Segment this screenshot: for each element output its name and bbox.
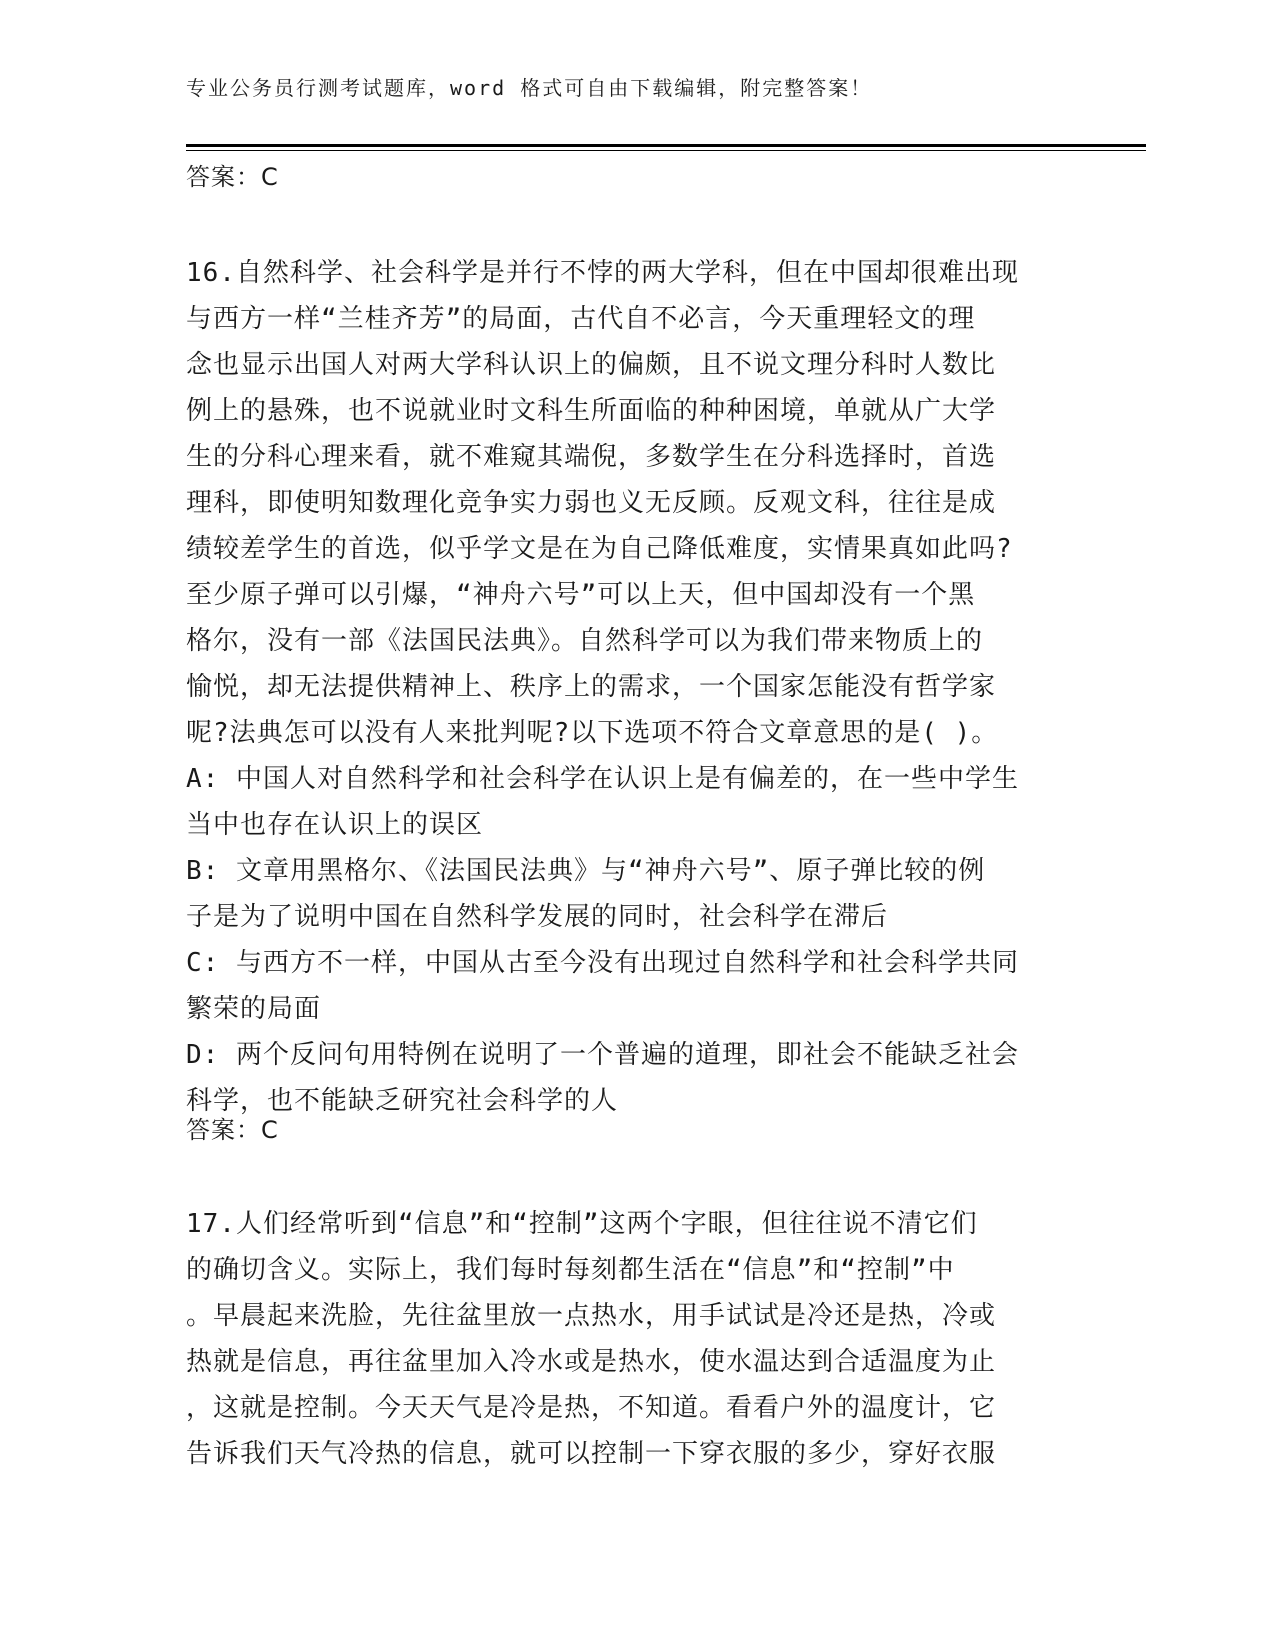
option-d-line: D: 两个反问句用特例在说明了一个普遍的道理，即社会不能缺乏社会 <box>186 1040 1019 1070</box>
option-a-line: 当中也存在认识上的误区 <box>186 810 484 840</box>
question-16-line: 理科，即使明知数理化竞争实力弱也义无反顾。反观文科，往往是成 <box>186 488 997 518</box>
answer-previous-question: 答案：C <box>186 163 279 191</box>
question-17-line: 告诉我们天气冷热的信息，就可以控制一下穿衣服的多少，穿好衣服 <box>186 1439 997 1469</box>
option-b-line: 子是为了说明中国在自然科学发展的同时，社会科学在滞后 <box>186 902 889 932</box>
question-17-line: 17.人们经常听到“信息”和“控制”这两个字眼，但往往说不清它们 <box>186 1209 978 1239</box>
question-16-line: 绩较差学生的首选，似乎学文是在为自己降低难度，实情果真如此吗? <box>186 534 1013 564</box>
header-rule-thick <box>186 144 1146 147</box>
option-b-line: B: 文章用黑格尔、《法国民法典》与“神舟六号”、原子弹比较的例 <box>186 856 986 886</box>
question-16-line: 念也显示出国人对两大学科认识上的偏颇，且不说文理分科时人数比 <box>186 350 997 380</box>
question-17 <box>186 1201 1076 1477</box>
question-16-line: 生的分科心理来看，就不难窥其端倪，多数学生在分科选择时，首选 <box>186 442 997 472</box>
question-16-line: 至少原子弹可以引爆，“神舟六号”可以上天，但中国却没有一个黑 <box>186 580 976 610</box>
answer-question-16: 答案：C <box>186 1116 279 1144</box>
page-header-note: 专业公务员行测考试题库，word 格式可自由下载编辑，附完整答案！ <box>186 76 873 100</box>
option-a-line: A: 中国人对自然科学和社会科学在认识上是有偏差的，在一些中学生 <box>186 764 1019 794</box>
header-rule-thin <box>186 150 1146 151</box>
question-17-line: 的确切含义。实际上，我们每时每刻都生活在“信息”和“控制”中 <box>186 1255 955 1285</box>
question-16-line: 愉悦，却无法提供精神上、秩序上的需求，一个国家怎能没有哲学家 <box>186 672 997 702</box>
option-c-line: C: 与西方不一样，中国从古至今没有出现过自然科学和社会科学共同 <box>186 948 1019 978</box>
question-16-line: 例上的悬殊，也不说就业时文科生所面临的种种困境，单就从广大学 <box>186 396 997 426</box>
question-16 <box>186 250 1076 1124</box>
question-16-line: 16.自然科学、社会科学是并行不悖的两大学科，但在中国却很难出现 <box>186 258 1019 288</box>
question-17-line: 热就是信息，再往盆里加入冷水或是热水，使水温达到合适温度为止 <box>186 1347 997 1377</box>
option-d-line: 科学，也不能缺乏研究社会科学的人 <box>186 1086 619 1116</box>
question-16-line: 与西方一样“兰桂齐芳”的局面，古代自不必言，今天重理轻文的理 <box>186 304 976 334</box>
question-17-line: ，这就是控制。今天天气是冷是热，不知道。看看户外的温度计，它 <box>186 1393 997 1423</box>
option-c-line: 繁荣的局面 <box>186 994 322 1024</box>
question-17-line: 。早晨起来洗脸，先往盆里放一点热水，用手试试是冷还是热，冷或 <box>186 1301 997 1331</box>
question-16-line: 呢?法典怎可以没有人来批判呢?以下选项不符合文章意思的是( )。 <box>186 718 999 748</box>
question-16-line: 格尔，没有一部《法国民法典》。自然科学可以为我们带来物质上的 <box>186 626 984 656</box>
